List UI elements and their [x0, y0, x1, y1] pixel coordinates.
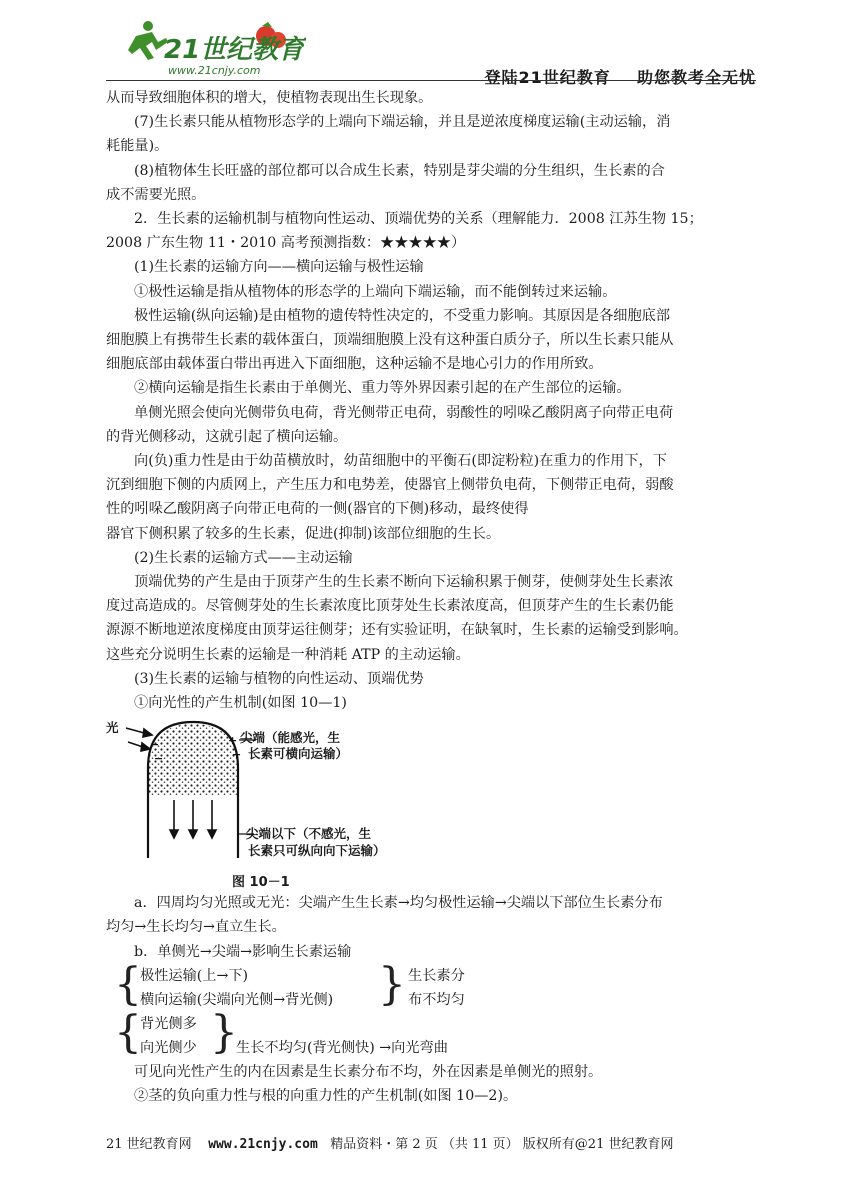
- footer-site: 21 世纪教育网: [106, 1137, 192, 1152]
- brace-result: 生长不均匀(背光侧快) →向光弯曲: [236, 1039, 448, 1056]
- section-heading: 2．生长素的运输机制与植物向性运动、顶端优势的关系（理解能力．2008 江苏生物 15；: [134, 211, 703, 228]
- page-header: [106, 10, 756, 87]
- paragraph-line: a．四周均匀光照或无光：尖端产生生长素→均匀极性运输→尖端以下部位生长素分布: [134, 895, 663, 912]
- paragraph-line: 细胞底部由载体蛋白带出再进入下面细胞，这种运输不是地心引力的作用所致。: [106, 356, 603, 373]
- footer-url[interactable]: www.21cnjy.com: [208, 1137, 318, 1152]
- brace-item: 极性运输(上→下): [140, 967, 249, 984]
- svg-text:−: −: [154, 752, 164, 766]
- light-arrows-icon: [126, 728, 152, 751]
- svg-text:+: +: [228, 734, 238, 748]
- tip-label-line2: 长素可横向运输）: [248, 746, 349, 762]
- paragraph-line: 的背光侧移动，这就引起了横向运输。: [106, 428, 348, 445]
- header-slogan: 登陆21世纪教育 助您教考全无忧: [484, 68, 756, 87]
- paragraph-line: 顶端优势的产生是由于顶芽产生的生长素不断向下运输积累于侧芽，使侧芽处生长素浓: [134, 574, 674, 591]
- left-brace-icon: {: [114, 958, 142, 1010]
- downward-arrows-icon: [170, 800, 216, 838]
- subsection-heading: (1)生长素的运输方向——横向运输与极性运输: [134, 259, 424, 276]
- right-brace-icon: }: [378, 958, 406, 1010]
- paragraph-line: 这些充分说明生长素的运输是一种消耗 ATP 的主动运输。: [106, 646, 470, 663]
- left-brace-icon: {: [114, 1006, 142, 1058]
- logo-text: 21世纪教育: [164, 35, 305, 65]
- subsection-heading: (2)生长素的运输方式——主动运输: [134, 549, 353, 566]
- header-divider: [106, 80, 756, 81]
- brace-item: 向光侧少: [140, 1039, 197, 1056]
- paragraph-line: 度过高造成的。尽管侧芽处的生长素浓度比顶芽处生长素浓度高，但顶芽产生的生长素仍能: [106, 598, 674, 615]
- section-heading: 2008 广东生物 11・2010 高考预测指数：★★★★★）: [106, 235, 466, 252]
- subsection-heading: (3)生长素的运输与植物的向性运动、顶端优势: [134, 670, 424, 687]
- paragraph-line: (8)植物体生长旺盛的部位都可以合成生长素，特别是芽尖端的分生组织，生长素的合: [134, 162, 665, 179]
- footer-info: 精品资料・第 2 页 （共 11 页） 版权所有@21 世纪教育网: [330, 1137, 674, 1152]
- document-body: [106, 86, 756, 1108]
- figure-10-1: [106, 718, 756, 890]
- paragraph-line: 性的吲哚乙酸阴离子向带正电荷的一侧(器官的下侧)移动，最终使得: [106, 501, 529, 518]
- below-tip-label-line2: 长素只可纵向向下运输）: [248, 843, 386, 859]
- paragraph-line: 源源不断地逆浓度梯度由顶芽运往侧芽；还有实验证明，在缺氧时，生长素的运输受到影响。: [106, 622, 688, 639]
- paragraph-line: b．单侧光→尖端→影响生长素运输: [134, 943, 352, 960]
- runner-icon: [128, 21, 168, 60]
- brace-result: 布不均匀: [408, 991, 465, 1008]
- distribution-brace-group: [106, 1006, 756, 1060]
- svg-text:−: −: [150, 738, 160, 752]
- brace-item: 横向运输(尖端向光侧→背光侧): [140, 991, 334, 1008]
- below-tip-label-line1: 尖端以下（不感光，生: [246, 826, 372, 842]
- paragraph-line: ①极性运输是指从植物体的形态学的上端向下端运输，而不能倒转过来运输。: [134, 283, 617, 300]
- logo-url: www.21cnjy.com: [168, 64, 261, 77]
- site-logo[interactable]: [106, 12, 306, 84]
- paragraph-line: 器官下侧积累了较多的生长素，促进(抑制)该部位细胞的生长。: [106, 525, 501, 542]
- paragraph-line: 可见向光性产生的内在因素是生长素分布不均，外在因素是单侧光的照射。: [134, 1063, 603, 1080]
- transport-brace-group: [106, 958, 756, 1012]
- figure-caption: 图 10－1: [232, 875, 290, 891]
- paragraph-line: ②茎的负向重力性与根的向重力性的产生机制(如图 10—2)。: [134, 1088, 518, 1105]
- brace-item: 背光侧多: [140, 1015, 197, 1032]
- tip-label-line1: 尖端（能感光，生: [240, 730, 341, 746]
- coleoptile-diagram: [106, 718, 756, 890]
- paragraph-line: 沉到细胞下侧的内质网上，产生压力和电势差，使器官上侧带负电荷，下侧带正电荷，弱酸: [106, 477, 674, 494]
- paragraph-line: 极性运输(纵向运输)是由植物的遗传特性决定的，不受重力影响。其原因是各细胞底部: [134, 307, 671, 324]
- paragraph-line: 细胞膜上有携带生长素的载体蛋白，顶端细胞膜上没有这种蛋白质分子，所以生长素只能从: [106, 332, 674, 349]
- paragraph-line: 均匀→生长均匀→直立生长。: [106, 919, 286, 936]
- brace-result: 生长素分: [408, 967, 465, 984]
- light-label: 光: [106, 720, 119, 736]
- paragraph-line: ②横向运输是指生长素由于单侧光、重力等外界因素引起的在产生部位的运输。: [134, 380, 631, 397]
- paragraph-line: 耗能量)。: [106, 138, 169, 155]
- paragraph-line: 单侧光照会使向光侧带负电荷，背光侧带正电荷，弱酸性的吲哚乙酸阴离子向带正电荷: [134, 404, 674, 421]
- paragraph-line: 从而导致细胞体积的增大，使植物表现出生长现象。: [106, 90, 433, 106]
- paragraph-line: 向(负)重力性是由于幼苗横放时，幼苗细胞中的平衡石(即淀粉粒)在重力的作用下，下: [134, 453, 667, 470]
- right-brace-icon: }: [210, 1006, 238, 1058]
- svg-text:+: +: [232, 748, 242, 762]
- paragraph-line: ①向光性的产生机制(如图 10—1): [134, 695, 347, 712]
- paragraph-line: (7)生长素只能从植物形态学的上端向下端运输，并且是逆浓度梯度运输(主动运输，消: [134, 114, 671, 131]
- page-footer: [106, 1133, 756, 1152]
- paragraph-line: 成不需要光照。: [106, 186, 206, 203]
